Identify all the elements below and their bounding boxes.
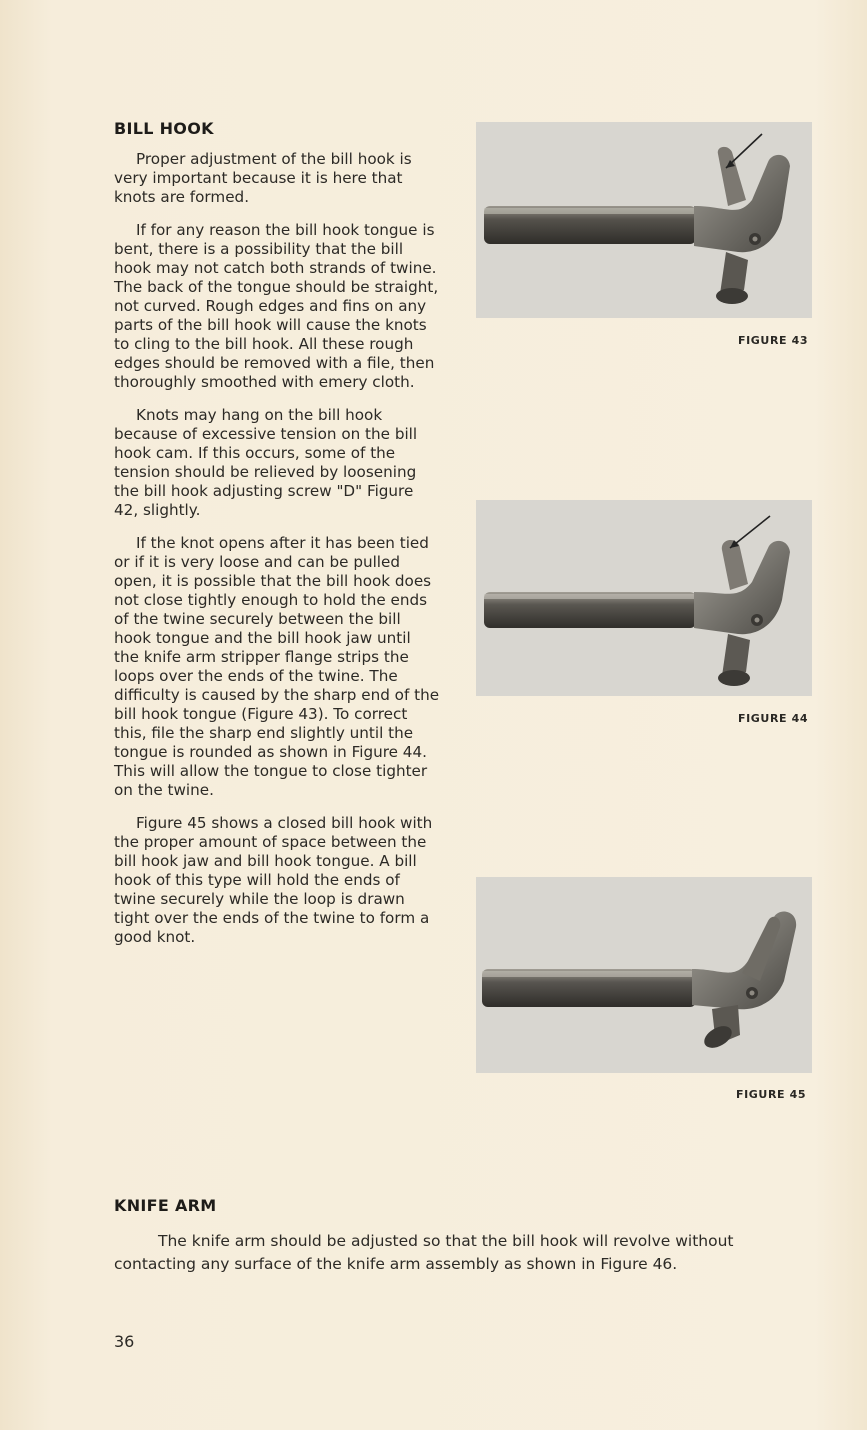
bill-hook-text [114, 150, 440, 961]
knife-arm-text: The knife arm should be adjusted so that the bill hook will revolve without contacting any surface of the knife arm assembly as shown in Figure 46. [114, 1232, 734, 1273]
figure-43-caption: FIGURE 43 [738, 334, 809, 347]
figure-44-caption: FIGURE 44 [738, 712, 809, 725]
figure-45-caption: FIGURE 45 [736, 1088, 807, 1101]
knife-arm-heading: KNIFE ARM [114, 1196, 217, 1215]
paragraph: Knots may hang on the bill hook because of excessive tension on the bill hook cam. If this occurs, some of the tension should be relieved by loosening the bill hook adjusting screw "D" Figure 42, slightly. [114, 406, 418, 519]
figure-43-photo [476, 122, 812, 318]
bill-hook-sharp-illustration [476, 122, 812, 318]
bill-hook-rounded-illustration [476, 500, 812, 696]
paragraph: Proper adjustment of the bill hook is very important because it is here that knots are formed. [114, 150, 412, 206]
paragraph: Figure 45 shows a closed bill hook with the proper amount of space between the bill hook jaw and bill hook tongue. A bill hook of this type will hold the ends of twine securely while the loop is drawn tight over the ends of the twine to form a good knot. [114, 814, 433, 946]
paragraph: If for any reason the bill hook tongue is bent, there is a possibility that the bill hook may not catch both strands of twine. The back of the tongue should be straight, not curved. Rough edges and fins on any parts of the bill hook will cause the knots to cling to the bill hook. All these rough edges should be removed with a file, then thoroughly smoothed with emery cloth. [114, 221, 439, 391]
bill-hook-heading: BILL HOOK [114, 119, 214, 138]
paragraph: If the knot opens after it has been tied or if it is very loose and can be pulled open, it is possible that the bill hook does not close tightly enough to hold the ends of the twine securely between the bill hook tongue and the bill hook jaw until the knife arm stripper flange strips the loops over the ends of the twine. The difficulty is caused by the sharp end of the bill hook tongue (Figure 43). To correct this, file the sharp end slightly until the tongue is rounded as shown in Figure 44. This will allow the tongue to close tighter on the twine. [114, 534, 440, 799]
figure-44-photo [476, 500, 812, 696]
figure-45-photo [476, 877, 812, 1073]
bill-hook-closed-illustration [476, 877, 812, 1073]
page-number: 36 [114, 1332, 135, 1351]
